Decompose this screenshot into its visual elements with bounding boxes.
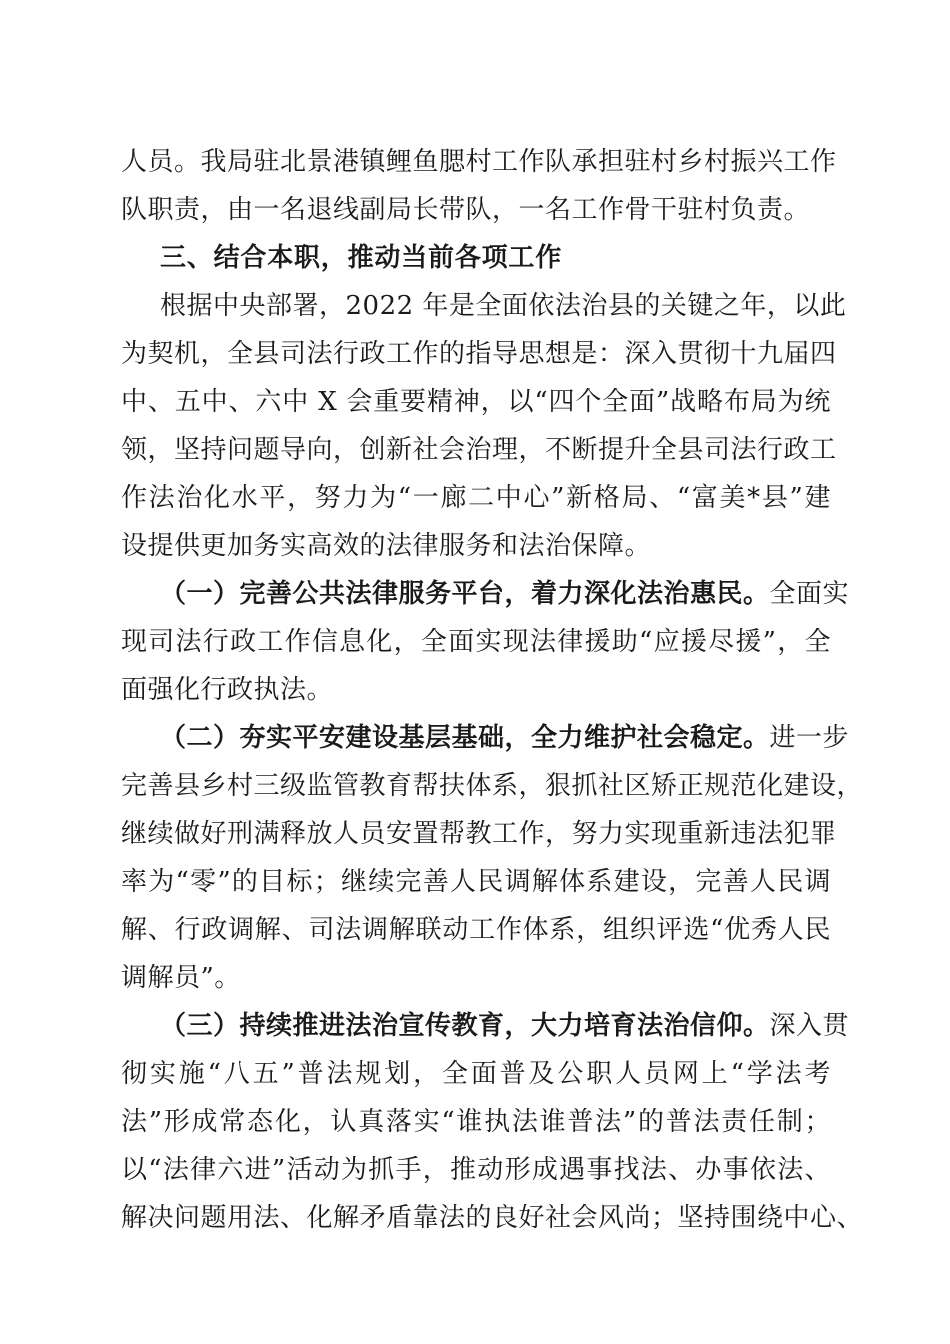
body-text: 深入贯 xyxy=(769,1011,850,1041)
body-line: 率为“零”的目标；继续完善人民调解体系建设，完善人民调 xyxy=(121,867,831,897)
body-text: 进一步 xyxy=(769,723,850,753)
body-line: 为契机，全县司法行政工作的指导思想是：深入贯彻十九届四 xyxy=(121,339,837,369)
subsection-heading: （三）持续推进法治宣传教育，大力培育法治信仰。 xyxy=(160,1011,770,1041)
body-line: 领，坚持问题导向，创新社会治理，不断提升全县司法行政工 xyxy=(121,435,837,465)
body-line: 设提供更加务实高效的法律服务和法治保障。 xyxy=(121,531,652,561)
body-line: 解、行政调解、司法调解联动工作体系，组织评选“优秀人民 xyxy=(121,915,831,945)
body-line: 法”形成常态化，认真落实“谁执法谁普法”的普法责任制； xyxy=(121,1107,831,1137)
body-line: 调解员”。 xyxy=(121,963,241,993)
body-line: 完善县乡村三级监管教育帮扶体系，狠抓社区矫正规范化建设， xyxy=(121,771,864,801)
body-line: 以“法律六进”活动为抓手，推动形成遇事找法、办事依法、 xyxy=(121,1155,831,1185)
body-line: 解决问题用法、化解矛盾靠法的良好社会风尚；坚持围绕中心、 xyxy=(121,1203,864,1233)
body-line: 彻实施“八五”普法规划，全面普及公职人员网上“学法考 xyxy=(121,1059,831,1089)
subsection-3-line xyxy=(160,1002,850,1050)
subsection-2-line xyxy=(160,714,850,762)
body-line: 人员。我局驻北景港镇鲤鱼腮村工作队承担驻村乡村振兴工作 xyxy=(121,147,837,177)
body-line: 现司法行政工作信息化，全面实现法律援助“应援尽援”，全 xyxy=(121,627,831,657)
subsection-heading: （二）夯实平安建设基层基础，全力维护社会稳定。 xyxy=(160,723,770,753)
subsection-1-line xyxy=(160,570,850,618)
body-line: 面强化行政执法。 xyxy=(121,675,334,705)
body-line: 中、五中、六中 X 会重要精神，以“四个全面”战略布局为统 xyxy=(121,387,831,417)
body-line: 作法治化水平，努力为“一廊二中心”新格局、“富美*县”建 xyxy=(121,483,831,513)
body-line: 继续做好刑满释放人员安置帮教工作，努力实现重新违法犯罪 xyxy=(121,819,837,849)
section-heading: 三、结合本职，推动当前各项工作 xyxy=(160,243,563,273)
body-text: 全面实 xyxy=(769,579,850,609)
body-line: 队职责，由一名退线副局长带队，一名工作骨干驻村负责。 xyxy=(121,195,811,225)
subsection-heading: （一）完善公共法律服务平台，着力深化法治惠民。 xyxy=(160,579,770,609)
body-line: 根据中央部署，2022 年是全面依法治县的关键之年，以此 xyxy=(160,291,847,321)
